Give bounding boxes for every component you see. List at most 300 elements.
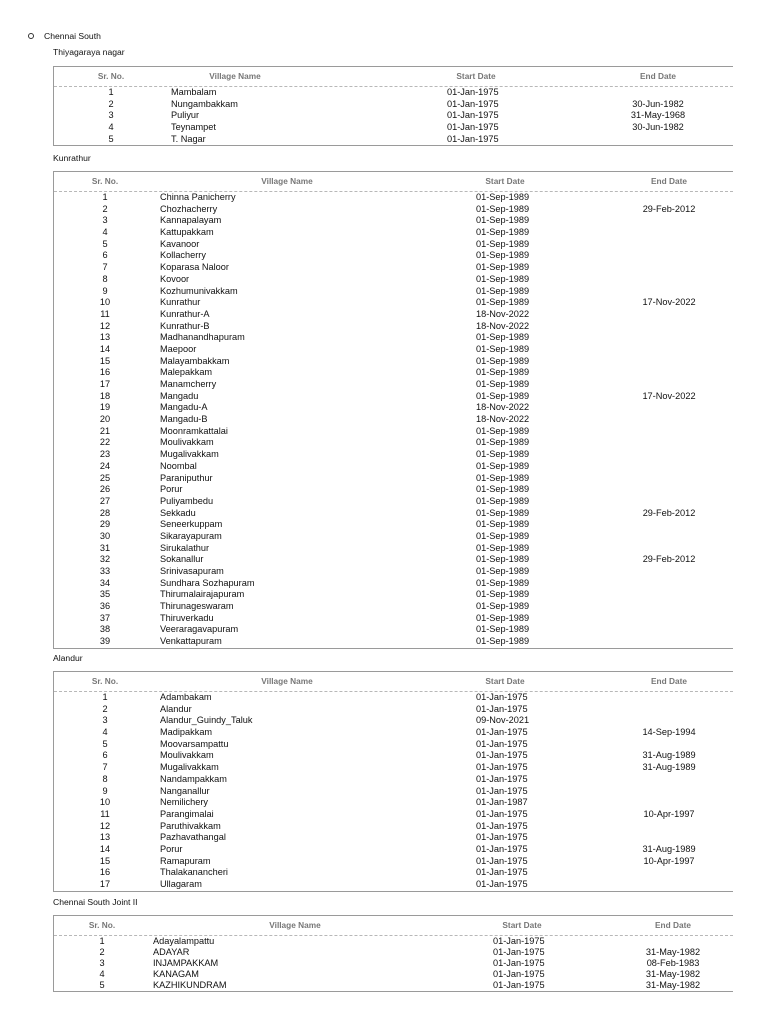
cell-sr-no: 5 (108, 133, 114, 144)
cell-start-date: 01-Jan-1987 (476, 797, 528, 808)
cell-village-name: Malepakkam (160, 367, 213, 378)
cell-village-name: Seneerkuppam (160, 519, 223, 530)
cell-village-name: Kollacherry (160, 250, 206, 261)
cell-village-name: Teynampet (171, 122, 216, 133)
table-row (54, 239, 733, 251)
cell-end-date: 29-Feb-2012 (642, 554, 696, 565)
table-row (54, 980, 733, 991)
table-row (54, 578, 733, 590)
table-row (54, 321, 733, 333)
office-title: Thiyagaraya nagar (53, 47, 125, 57)
table-row (54, 134, 733, 146)
cell-start-date: 01-Sep-1989 (476, 227, 530, 238)
header-end: End Date (651, 676, 687, 686)
cell-village-name: Madipakkam (160, 727, 213, 738)
cell-sr-no: 10 (99, 797, 111, 808)
cell-start-date: 01-Jan-1975 (476, 727, 528, 738)
cell-end-date: 14-Sep-1994 (642, 727, 696, 738)
cell-village-name: Mugalivakkam (160, 762, 219, 773)
table-row (54, 867, 733, 879)
cell-sr-no: 12 (99, 820, 111, 831)
cell-start-date: 01-Jan-1975 (476, 843, 528, 854)
header-start: Start Date (485, 676, 525, 686)
cell-village-name: Porur (160, 843, 183, 854)
cell-sr-no: 28 (99, 507, 111, 518)
cell-end-date: 30-Jun-1982 (632, 98, 684, 109)
cell-sr-no: 3 (99, 958, 105, 968)
cell-village-name: Thirumalairajapuram (160, 589, 245, 600)
cell-village-name: Sokanallur (160, 554, 204, 565)
table-row (54, 844, 733, 856)
table-header (54, 916, 733, 936)
cell-start-date: 01-Sep-1989 (476, 472, 530, 483)
cell-village-name: ADAYAR (153, 947, 190, 957)
cell-end-date: 31-Aug-1989 (642, 750, 696, 761)
cell-village-name: Pazhavathangal (160, 832, 226, 843)
cell-start-date: 01-Jan-1975 (476, 773, 528, 784)
cell-village-name: Mangadu-B (160, 414, 208, 425)
table-row (54, 110, 733, 122)
cell-sr-no: 5 (102, 738, 108, 749)
cell-start-date: 01-Jan-1975 (476, 832, 528, 843)
table-row (54, 543, 733, 555)
village-table (53, 171, 733, 649)
cell-sr-no: 3 (102, 215, 108, 226)
table-row (54, 566, 733, 578)
cell-village-name: Parangimalai (160, 808, 214, 819)
cell-start-date: 01-Sep-1989 (476, 285, 530, 296)
office-title: Alandur (53, 653, 83, 663)
table-row (54, 809, 733, 821)
cell-sr-no: 2 (108, 98, 114, 109)
cell-sr-no: 31 (99, 542, 111, 553)
cell-sr-no: 27 (99, 495, 111, 506)
cell-end-date: 17-Nov-2022 (642, 297, 696, 308)
cell-village-name: Ramapuram (160, 855, 211, 866)
table-row (54, 379, 733, 391)
table-row (54, 531, 733, 543)
table-row (54, 786, 733, 798)
cell-start-date: 01-Sep-1989 (476, 215, 530, 226)
cell-village-name: Malayambakkam (160, 355, 230, 366)
cell-village-name: Mangadu (160, 390, 199, 401)
cell-sr-no: 3 (108, 110, 114, 121)
cell-village-name: Veeraragavapuram (160, 624, 239, 635)
cell-start-date: 01-Jan-1975 (476, 808, 528, 819)
cell-start-date: 01-Sep-1989 (476, 437, 530, 448)
cell-sr-no: 21 (99, 425, 111, 436)
cell-sr-no: 11 (100, 308, 110, 319)
cell-start-date: 01-Sep-1989 (476, 379, 530, 389)
cell-village-name: Paraniputhur (160, 472, 213, 483)
cell-sr-no: 7 (102, 262, 108, 273)
cell-village-name: Mangadu-A (160, 402, 208, 413)
village-table (53, 915, 733, 992)
cell-sr-no: 13 (99, 832, 111, 843)
cell-start-date: 18-Nov-2022 (476, 308, 530, 319)
table-row (54, 832, 733, 844)
cell-start-date: 01-Sep-1989 (476, 507, 530, 518)
table-row (54, 426, 733, 438)
cell-village-name: Ullagaram (160, 879, 202, 889)
cell-sr-no: 6 (102, 250, 108, 261)
table-row (54, 613, 733, 625)
cell-end-date: 17-Nov-2022 (642, 390, 696, 401)
table-row (54, 473, 733, 485)
header-village: Village Name (261, 176, 313, 186)
cell-start-date: 09-Nov-2021 (476, 715, 530, 726)
village-table (53, 671, 733, 892)
bullet-icon (28, 33, 34, 39)
cell-village-name: Madhanandhapuram (160, 332, 245, 343)
cell-sr-no: 29 (99, 519, 111, 530)
cell-start-date: 01-Sep-1989 (476, 484, 530, 495)
cell-start-date: 01-Sep-1989 (476, 425, 530, 436)
cell-sr-no: 39 (99, 636, 111, 647)
cell-sr-no: 26 (99, 484, 111, 495)
cell-sr-no: 1 (99, 936, 105, 946)
cell-start-date: 01-Jan-1975 (447, 133, 499, 144)
cell-village-name: Kozhumunivakkam (160, 285, 238, 296)
cell-start-date: 01-Jan-1975 (447, 110, 499, 121)
cell-sr-no: 34 (99, 577, 111, 588)
cell-village-name: Moulivakkam (160, 750, 214, 761)
cell-village-name: Kannapalayam (160, 215, 222, 226)
cell-start-date: 01-Sep-1989 (476, 636, 530, 647)
cell-end-date: 10-Apr-1997 (643, 808, 695, 819)
table-row (54, 554, 733, 566)
cell-sr-no: 5 (102, 238, 108, 249)
table-row (54, 99, 733, 111)
table-row (54, 727, 733, 739)
table-row (54, 87, 733, 99)
cell-village-name: Porur (160, 484, 183, 495)
cell-village-name: Thiruverkadu (160, 612, 214, 623)
table-row (54, 601, 733, 613)
cell-start-date: 01-Sep-1989 (476, 449, 530, 460)
table-row (54, 332, 733, 344)
cell-village-name: Nungambakkam (171, 98, 238, 109)
cell-sr-no: 4 (102, 227, 108, 238)
cell-village-name: Kattupakkam (160, 227, 214, 238)
cell-start-date: 01-Sep-1989 (476, 343, 530, 354)
cell-end-date: 31-May-1982 (645, 947, 701, 957)
table-row (54, 508, 733, 520)
cell-sr-no: 32 (99, 554, 111, 565)
cell-start-date: 01-Sep-1989 (476, 624, 530, 635)
table-row (54, 356, 733, 368)
cell-sr-no: 16 (99, 867, 111, 878)
cell-start-date: 01-Jan-1975 (476, 785, 528, 796)
table-row (54, 204, 733, 216)
table-row (54, 286, 733, 298)
cell-sr-no: 36 (99, 601, 111, 612)
cell-village-name: Nanganallur (160, 785, 210, 796)
cell-start-date: 01-Sep-1989 (476, 577, 530, 588)
cell-start-date: 01-Jan-1975 (476, 867, 528, 878)
cell-sr-no: 24 (99, 460, 111, 471)
cell-start-date: 01-Sep-1989 (476, 554, 530, 565)
header-sr: Sr. No. (88, 920, 116, 930)
cell-start-date: 01-Sep-1989 (476, 495, 530, 506)
cell-village-name: Kunrathur-A (160, 308, 210, 319)
cell-sr-no: 8 (102, 273, 108, 284)
cell-sr-no: 14 (99, 343, 111, 354)
cell-village-name: KAZHIKUNDRAM (153, 980, 227, 990)
table-header (54, 672, 733, 692)
cell-village-name: Moulivakkam (160, 437, 214, 448)
table-row (54, 449, 733, 461)
cell-start-date: 01-Jan-1975 (493, 958, 545, 968)
cell-start-date: 18-Nov-2022 (476, 320, 530, 331)
cell-start-date: 01-Jan-1975 (493, 936, 545, 946)
table-row (54, 739, 733, 751)
cell-village-name: Nemilichery (160, 797, 208, 808)
cell-village-name: Moonramkattalai (160, 425, 228, 436)
village-table (53, 66, 733, 146)
cell-start-date: 01-Sep-1989 (476, 519, 530, 530)
office-title: Chennai South Joint II (53, 897, 138, 907)
cell-sr-no: 37 (99, 612, 111, 623)
cell-start-date: 01-Sep-1989 (476, 612, 530, 623)
table-row (54, 274, 733, 286)
cell-village-name: Puliyur (171, 110, 200, 121)
cell-village-name: Venkattapuram (160, 636, 222, 647)
cell-start-date: 01-Jan-1975 (476, 762, 528, 773)
header-sr: Sr. No. (97, 71, 125, 81)
cell-start-date: 01-Jan-1975 (447, 98, 499, 109)
table-row (54, 797, 733, 809)
cell-sr-no: 2 (99, 947, 105, 957)
cell-village-name: Paruthivakkam (160, 820, 221, 831)
cell-end-date: 31-May-1982 (645, 980, 701, 990)
cell-village-name: Manamcherry (160, 379, 217, 389)
cell-sr-no: 12 (99, 320, 111, 331)
cell-start-date: 01-Jan-1975 (476, 750, 528, 761)
header-end: End Date (655, 920, 691, 930)
table-row (54, 750, 733, 762)
cell-village-name: Noombal (160, 460, 197, 471)
table-row (54, 227, 733, 239)
cell-end-date: 30-Jun-1982 (632, 122, 684, 133)
table-row (54, 496, 733, 508)
cell-sr-no: 3 (102, 715, 108, 726)
header-village: Village Name (261, 676, 313, 686)
table-row (54, 484, 733, 496)
cell-end-date: 31-May-1968 (630, 110, 686, 121)
cell-start-date: 01-Sep-1989 (476, 367, 530, 378)
header-sr: Sr. No. (91, 176, 119, 186)
cell-village-name: Kavanoor (160, 238, 200, 249)
cell-sr-no: 11 (100, 808, 110, 819)
cell-start-date: 01-Sep-1989 (476, 530, 530, 541)
cell-start-date: 01-Jan-1975 (476, 738, 528, 749)
cell-end-date: 31-May-1982 (645, 969, 701, 979)
cell-sr-no: 9 (102, 285, 108, 296)
cell-sr-no: 15 (99, 355, 111, 366)
office-title: Kunrathur (53, 153, 91, 163)
cell-start-date: 01-Jan-1975 (476, 703, 528, 714)
cell-sr-no: 14 (99, 843, 111, 854)
header-start: Start Date (485, 176, 525, 186)
cell-village-name: Moovarsampattu (160, 738, 229, 749)
cell-sr-no: 4 (102, 727, 108, 738)
table-row (54, 122, 733, 134)
cell-start-date: 01-Jan-1975 (447, 87, 499, 97)
table-row (54, 414, 733, 426)
table-row (54, 692, 733, 704)
cell-sr-no: 10 (99, 297, 111, 308)
cell-sr-no: 18 (99, 390, 111, 401)
table-row (54, 344, 733, 356)
cell-sr-no: 22 (99, 437, 111, 448)
table-row (54, 262, 733, 274)
table-row (54, 519, 733, 531)
header-village: Village Name (269, 920, 321, 930)
cell-village-name: Nandampakkam (160, 773, 227, 784)
cell-start-date: 18-Nov-2022 (476, 414, 530, 425)
cell-sr-no: 1 (108, 87, 114, 97)
table-row (54, 715, 733, 727)
cell-start-date: 01-Jan-1975 (476, 879, 528, 889)
cell-sr-no: 23 (99, 449, 111, 460)
table-row (54, 402, 733, 414)
cell-start-date: 01-Sep-1989 (476, 297, 530, 308)
table-row (54, 774, 733, 786)
cell-village-name: Adambakam (160, 692, 212, 702)
cell-sr-no: 1 (102, 692, 108, 702)
cell-end-date: 29-Feb-2012 (642, 507, 696, 518)
cell-start-date: 01-Jan-1975 (476, 692, 528, 702)
cell-sr-no: 5 (99, 980, 105, 990)
header-sr: Sr. No. (91, 676, 119, 686)
table-row (54, 192, 733, 204)
cell-sr-no: 13 (99, 332, 111, 343)
cell-village-name: Sirukalathur (160, 542, 210, 553)
cell-start-date: 01-Jan-1975 (476, 855, 528, 866)
cell-village-name: Sikarayapuram (160, 530, 222, 541)
cell-start-date: 01-Sep-1989 (476, 566, 530, 576)
cell-village-name: Kunrathur-B (160, 320, 210, 331)
cell-start-date: 01-Sep-1989 (476, 542, 530, 553)
cell-village-name: Kunrathur (160, 297, 201, 308)
cell-village-name: Alandur (160, 703, 192, 714)
table-row (54, 297, 733, 309)
cell-village-name: Chozhacherry (160, 203, 218, 214)
cell-start-date: 01-Sep-1989 (476, 262, 530, 273)
table-row (54, 762, 733, 774)
cell-start-date: 01-Sep-1989 (476, 460, 530, 471)
cell-start-date: 01-Sep-1989 (476, 390, 530, 401)
cell-village-name: Mambalam (171, 87, 217, 97)
cell-village-name: Thalakanancheri (160, 867, 228, 878)
cell-end-date: 08-Feb-1983 (646, 958, 700, 968)
table-row (54, 437, 733, 449)
table-row (54, 636, 733, 648)
table-row (54, 947, 733, 958)
cell-sr-no: 38 (99, 624, 111, 635)
cell-sr-no: 8 (102, 773, 108, 784)
table-row (54, 391, 733, 403)
cell-start-date: 01-Jan-1975 (493, 969, 545, 979)
cell-sr-no: 20 (99, 414, 111, 425)
table-row (54, 969, 733, 980)
table-row (54, 250, 733, 262)
table-row (54, 958, 733, 969)
cell-village-name: INJAMPAKKAM (153, 958, 219, 968)
cell-sr-no: 17 (99, 879, 111, 889)
cell-start-date: 01-Jan-1975 (476, 820, 528, 831)
cell-sr-no: 4 (108, 122, 114, 133)
cell-sr-no: 25 (99, 472, 111, 483)
cell-sr-no: 6 (102, 750, 108, 761)
cell-sr-no: 7 (102, 762, 108, 773)
table-row (54, 821, 733, 833)
cell-village-name: Alandur_Guindy_Taluk (160, 715, 253, 726)
cell-start-date: 01-Sep-1989 (476, 250, 530, 261)
cell-village-name: Kovoor (160, 273, 190, 284)
cell-village-name: Chinna Panicherry (160, 192, 236, 202)
cell-sr-no: 2 (102, 203, 108, 214)
cell-start-date: 01-Sep-1989 (476, 203, 530, 214)
cell-village-name: Adayalampattu (153, 936, 215, 946)
cell-start-date: 01-Sep-1989 (476, 332, 530, 343)
cell-sr-no: 17 (99, 379, 111, 389)
cell-start-date: 01-Jan-1975 (493, 980, 545, 990)
cell-sr-no: 2 (102, 703, 108, 714)
header-end: End Date (651, 176, 687, 186)
cell-village-name: Maepoor (160, 343, 197, 354)
header-end: End Date (640, 71, 676, 81)
cell-sr-no: 9 (102, 785, 108, 796)
cell-village-name: Mugalivakkam (160, 449, 219, 460)
cell-start-date: 01-Sep-1989 (476, 273, 530, 284)
table-row (54, 367, 733, 379)
cell-end-date: 31-Aug-1989 (642, 762, 696, 773)
cell-sr-no: 15 (99, 855, 111, 866)
table-row (54, 856, 733, 868)
cell-sr-no: 4 (99, 969, 105, 979)
cell-start-date: 01-Jan-1975 (447, 122, 499, 133)
cell-start-date: 18-Nov-2022 (476, 402, 530, 413)
table-row (54, 589, 733, 601)
table-header (54, 67, 733, 87)
cell-sr-no: 19 (99, 402, 111, 413)
district-name: Chennai South (44, 31, 101, 41)
header-start: Start Date (502, 920, 542, 930)
header-start: Start Date (456, 71, 496, 81)
table-row (54, 461, 733, 473)
cell-sr-no: 30 (99, 530, 111, 541)
cell-village-name: T. Nagar (171, 133, 206, 144)
cell-sr-no: 1 (102, 192, 108, 202)
cell-village-name: Koparasa Naloor (160, 262, 229, 273)
cell-start-date: 01-Sep-1989 (476, 601, 530, 612)
table-header (54, 172, 733, 192)
cell-village-name: KANAGAM (153, 969, 199, 979)
cell-end-date: 29-Feb-2012 (642, 203, 696, 214)
cell-sr-no: 16 (99, 367, 111, 378)
table-row (54, 879, 733, 891)
cell-end-date: 10-Apr-1997 (643, 855, 695, 866)
cell-end-date: 31-Aug-1989 (642, 843, 696, 854)
cell-start-date: 01-Sep-1989 (476, 589, 530, 600)
cell-sr-no: 33 (99, 566, 111, 576)
table-row (54, 215, 733, 227)
table-row (54, 309, 733, 321)
cell-village-name: Sundhara Sozhapuram (160, 577, 255, 588)
cell-sr-no: 35 (99, 589, 111, 600)
